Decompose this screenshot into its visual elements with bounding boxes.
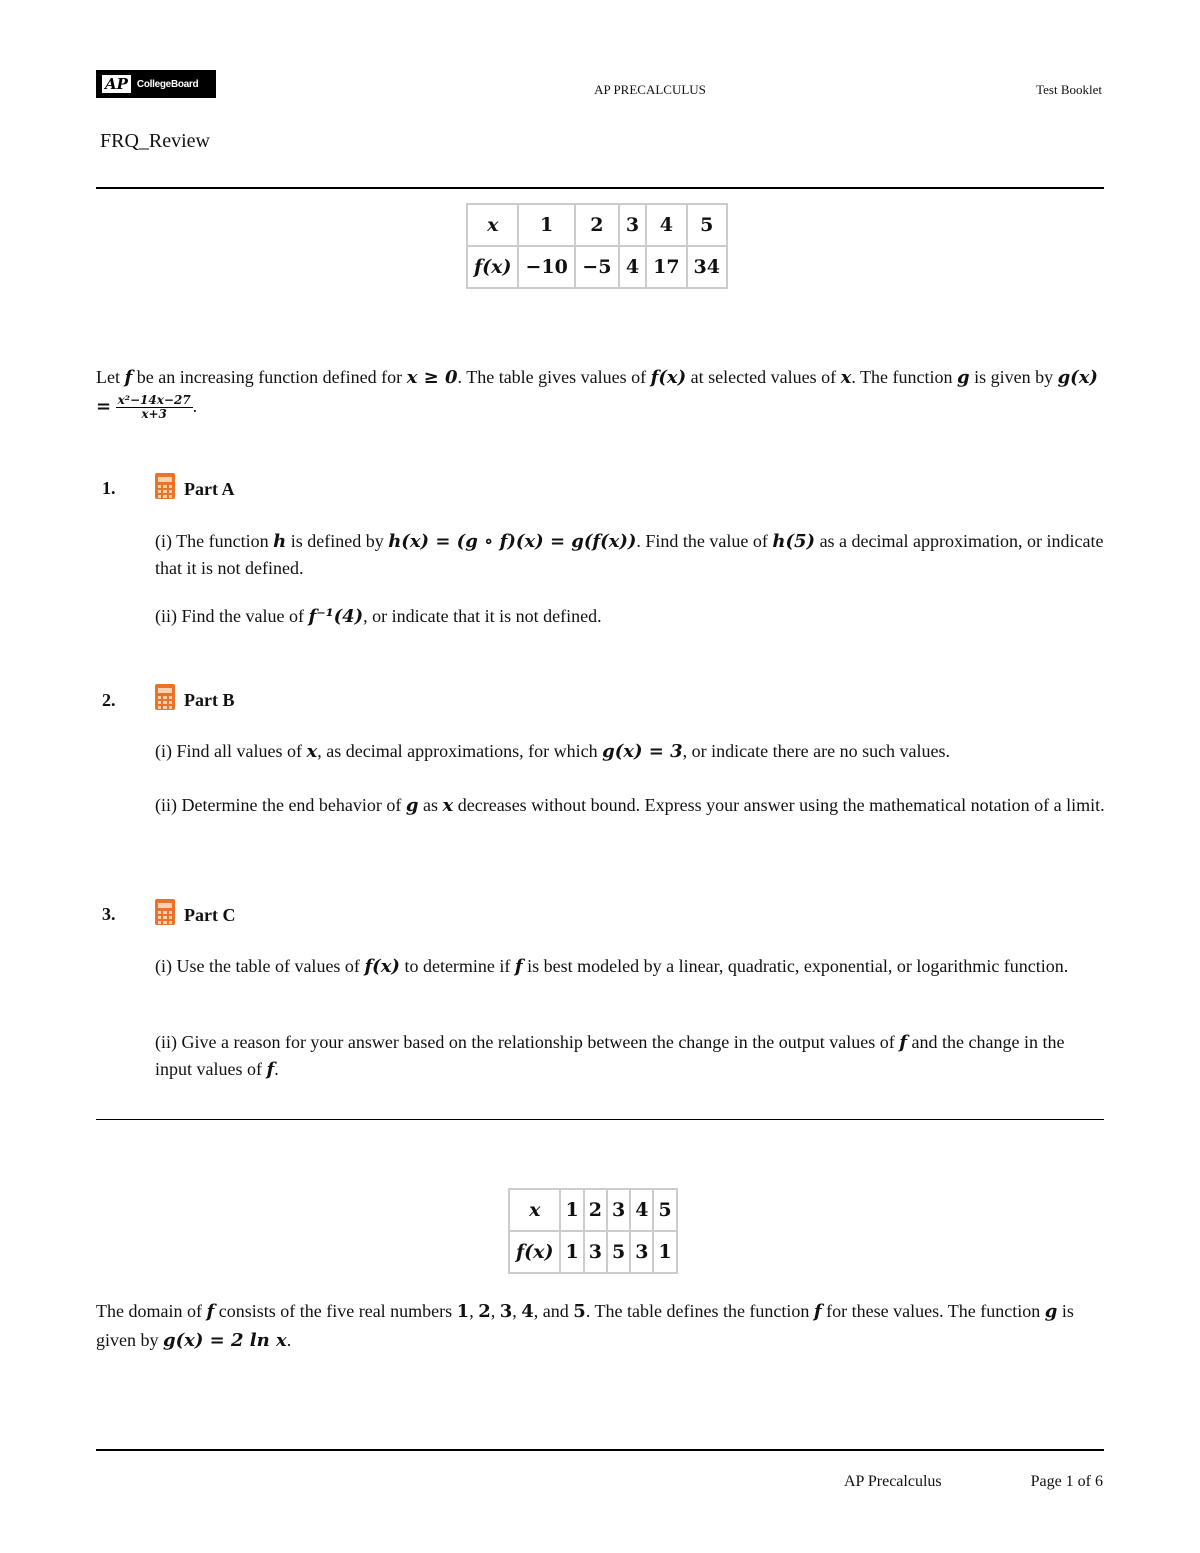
text: , and [533, 1301, 574, 1321]
text: be an increasing function defined for [132, 367, 407, 387]
table-cell: 5 [687, 204, 727, 246]
text: as [418, 795, 443, 815]
math: g [405, 795, 419, 816]
table-cell: 3 [619, 204, 646, 246]
footer-course: AP Precalculus [844, 1473, 942, 1490]
part-b-heading: Part B [184, 690, 235, 710]
q2-part-i [155, 738, 1105, 765]
table-cell: −5 [575, 246, 619, 288]
table-cell: 3 [630, 1231, 653, 1273]
header-course-title: AP PRECALCULUS [594, 82, 706, 97]
math: f(x) [364, 956, 400, 977]
math: h [273, 531, 287, 552]
values-table-1 [466, 203, 728, 289]
math: 2 [478, 1301, 491, 1322]
text: , [469, 1301, 479, 1321]
table-cell: 4 [646, 204, 686, 246]
math: 1 [456, 1301, 470, 1322]
text: (i) Find all values of [155, 741, 307, 761]
q1-part-i [155, 528, 1105, 581]
text: for these values. The function [821, 1301, 1045, 1321]
table-cell: 34 [687, 246, 727, 288]
text: (i) The function [155, 531, 274, 551]
table-cell: 2 [575, 204, 619, 246]
part-c-heading: Part C [184, 905, 236, 925]
calculator-icon [155, 473, 175, 499]
text: , [512, 1301, 522, 1321]
top-divider [96, 187, 1104, 189]
fraction-numerator: x²−14x−27 [117, 393, 191, 408]
math: f [266, 1059, 275, 1080]
text: , as decimal approximations, for which [317, 741, 603, 761]
math: x [840, 367, 852, 388]
text: is defined by [286, 531, 389, 551]
values-table-2 [508, 1188, 678, 1274]
text: is given by [96, 1301, 1074, 1350]
header-booklet-label: Test Booklet [1036, 82, 1102, 97]
math: g [957, 367, 970, 388]
table-cell: 1 [653, 1231, 676, 1273]
question-number-3: 3. [102, 904, 116, 924]
table-cell: −10 [518, 246, 574, 288]
table-cell: 3 [584, 1231, 607, 1273]
math: f⁻¹(4) [308, 606, 364, 627]
math: g [1044, 1301, 1058, 1322]
calculator-icon [155, 684, 175, 710]
section-divider [96, 1119, 1104, 1120]
q2-part-ii [155, 792, 1105, 819]
footer-page-number: Page 1 of 6 [1030, 1473, 1103, 1490]
text: . The table gives values of [457, 367, 651, 387]
math: x ≥ 0 [406, 367, 458, 388]
table-cell: 4 [630, 1189, 653, 1231]
text: , [490, 1301, 500, 1321]
g-fraction [116, 394, 193, 421]
table-cell: 4 [619, 246, 646, 288]
text: decreases without bound. Express your answer using the mathematical notation of a limit. [453, 795, 1105, 815]
calculator-icon [155, 899, 175, 925]
text: at selected values of [686, 367, 841, 387]
text: consists of the five real numbers [214, 1301, 457, 1321]
table-cell: x [467, 204, 518, 246]
math: g(x) = [96, 367, 1098, 417]
question-number-2: 2. [102, 690, 116, 710]
text: is best modeled by a linear, quadratic, exponential, or logarithmic function. [522, 956, 1069, 976]
text: . The table defines the function [585, 1301, 814, 1321]
domain-paragraph [96, 1297, 1106, 1355]
math: f [899, 1032, 908, 1053]
text: Let [96, 367, 125, 387]
table-row-fx [509, 1231, 677, 1273]
table-cell: f(x) [509, 1231, 560, 1273]
question-number-1: 1. [102, 478, 116, 498]
table-row-fx [467, 246, 727, 288]
math: h(5) [772, 531, 816, 552]
math: g(x) = 3 [602, 741, 683, 762]
table-cell: 5 [607, 1231, 630, 1273]
math: f [514, 956, 523, 977]
page-title: FRQ_Review [100, 130, 210, 152]
table-cell: x [509, 1189, 560, 1231]
table-row-x [509, 1189, 677, 1231]
math: x [442, 795, 454, 816]
table-cell: 2 [584, 1189, 607, 1231]
math: f [813, 1301, 822, 1322]
text: (ii) Give a reason for your answer based on the relationship between the change in the output values of [155, 1032, 900, 1052]
table-cell: 1 [518, 204, 574, 246]
q1-part-ii [155, 603, 1105, 630]
logo-ap-text: AP [102, 75, 131, 93]
footer-divider [96, 1449, 1104, 1451]
intro-paragraph [96, 363, 1106, 421]
text: , or indicate there are no such values. [682, 741, 951, 761]
table-cell: 3 [607, 1189, 630, 1231]
text: (ii) Determine the end behavior of [155, 795, 406, 815]
table-cell: 1 [560, 1189, 583, 1231]
math: f [124, 367, 133, 388]
part-a-heading: Part A [184, 479, 235, 499]
text: and the change in the input values of [155, 1032, 1065, 1079]
text: . Find the value of [636, 531, 773, 551]
text: as a decimal approximation, or indicate that it is not defined. [155, 531, 1104, 578]
q3-part-i [155, 953, 1105, 980]
math: h(x) = (g ∘ f)(x) = g(f(x)) [388, 531, 637, 552]
math: g(x) = 2 ln x [163, 1330, 287, 1351]
table-cell: 17 [646, 246, 686, 288]
math: 5 [573, 1301, 586, 1322]
table-cell: 1 [560, 1231, 583, 1273]
text: (i) Use the table of values of [155, 956, 365, 976]
text: (ii) Find the value of [155, 606, 309, 626]
math: x [306, 741, 318, 762]
table-cell: 5 [653, 1189, 676, 1231]
text: , or indicate that it is not defined. [363, 606, 602, 626]
table-row-x [467, 204, 727, 246]
text: . [274, 1059, 279, 1079]
fraction-denominator: x+3 [141, 407, 167, 422]
logo-collegeboard-text: CollegeBoard [136, 78, 199, 90]
q3-part-ii [155, 1029, 1105, 1083]
text: to determine if [399, 956, 515, 976]
text: . [192, 396, 198, 416]
text: The domain of [96, 1301, 207, 1321]
math: f [206, 1301, 215, 1322]
math: 3 [499, 1301, 513, 1322]
text: is given by [969, 367, 1058, 387]
text: . [286, 1330, 292, 1350]
math: 4 [521, 1301, 534, 1322]
text: . The function [851, 367, 957, 387]
table-cell: f(x) [467, 246, 518, 288]
math: f(x) [650, 367, 687, 388]
